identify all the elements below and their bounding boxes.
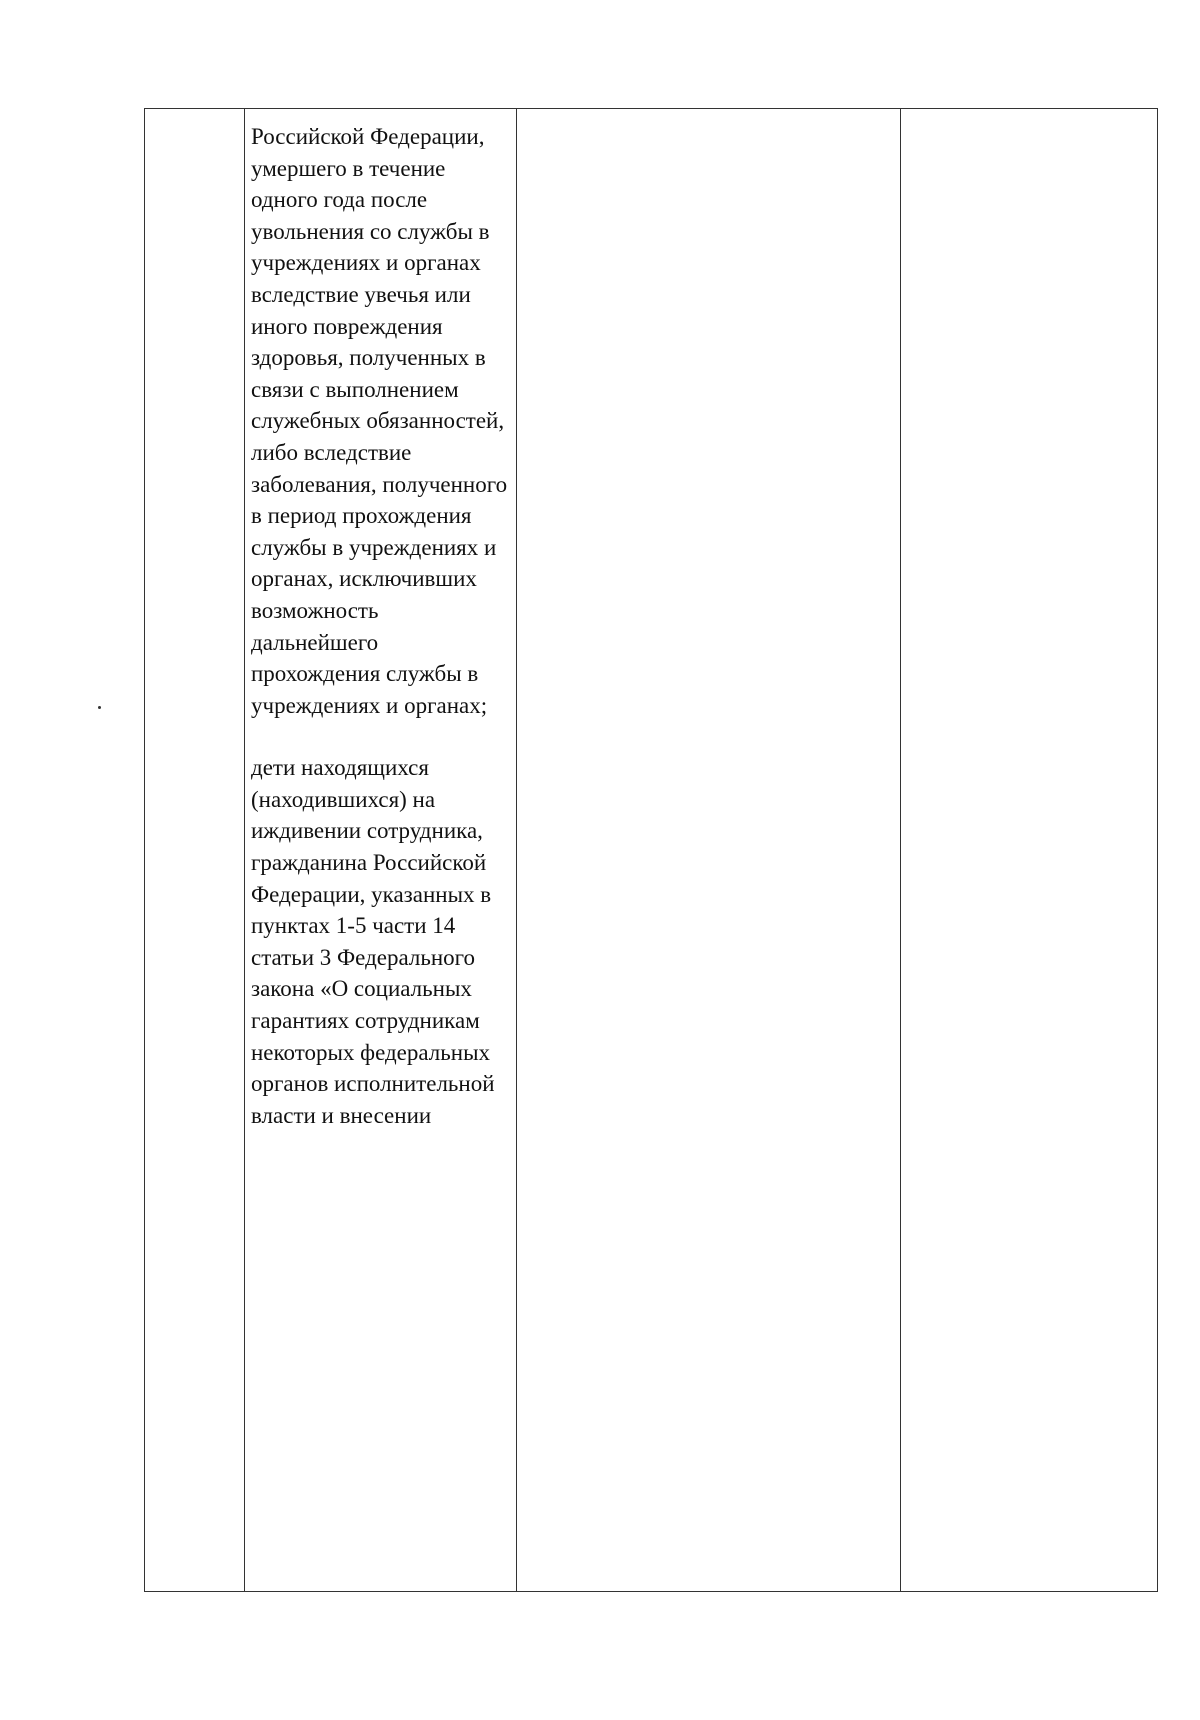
- stray-mark: [98, 706, 101, 709]
- paragraph: Российской Федерации, умершего в течение одного года после увольнения со службы в учреждениях и органах вследствие увечья или иного повреждения здоровья, полученных в связи с выполнением служебных обязанностей, либо вследствие заболевания, полученного в период прохождения службы в учреждениях и органах, исключивших возможность дальнейшего прохождения службы в учреждениях и органах;: [251, 124, 508, 718]
- document-table: [144, 108, 1158, 1592]
- table-cell-column-3: [517, 109, 901, 1591]
- table-cell-column-2: [245, 109, 517, 1591]
- table-cell-column-4: [901, 109, 1157, 1591]
- paragraph: дети находящихся (находившихся) на иждивении сотрудника, гражданина Российской Федерации, указанных в пунктах 1-5 части 14 статьи 3 Федерального закона «О социальных гарантиях сотрудникам некоторых федеральных органов исполнительной власти и внесении: [251, 755, 495, 1128]
- table-cell-column-1: [145, 109, 245, 1591]
